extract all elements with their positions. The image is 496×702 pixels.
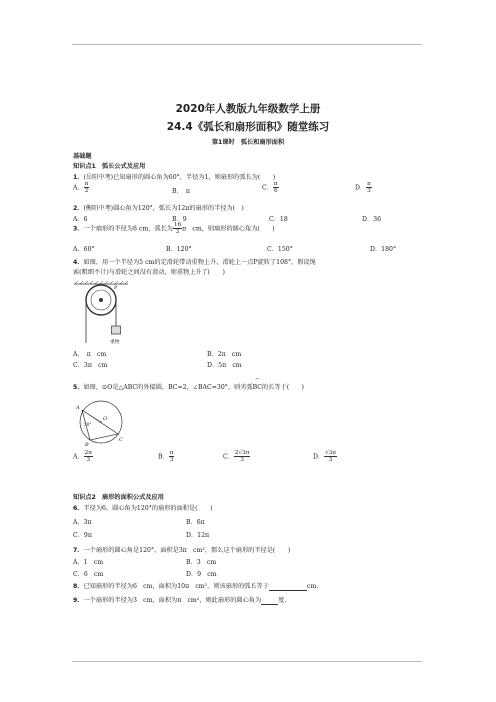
option-a: A． $\frac{\pi}{2}$ — [73, 181, 89, 195]
pulley-figure — [72, 281, 134, 347]
option-d: D． $\frac{√3\pi}{3}$ — [313, 450, 336, 464]
question-text: 一个扇形的圆心角是120°，面积是3π cm²，那么这个扇形的半径是( ) — [83, 547, 291, 554]
option-a: A．1 cm — [73, 559, 104, 566]
label-p: P — [114, 285, 118, 291]
question-9: 9．一个扇形的半径为3 cm，面积为π cm²，则此扇形的圆心角为 度. — [73, 597, 287, 604]
label-c: C — [119, 437, 123, 443]
fraction: $\frac{\pi}{3}$ — [169, 450, 174, 464]
question-number: 8． — [73, 583, 84, 590]
option-b: B． $\frac{\pi}{3}$ — [158, 450, 174, 464]
question-text: (衡阳中考)圆心角为120°，弧长为12π的扇形的半径为( ) — [83, 205, 244, 212]
option-d: D． $\frac{\pi}{3}$ — [355, 181, 371, 195]
arc-bc: ⌒ BC — [253, 384, 262, 391]
fraction: $\frac{√3\pi}{3}$ — [325, 450, 336, 464]
option-d: D．36 — [362, 216, 382, 223]
ceiling-hatch — [75, 281, 128, 284]
question-8: 8．已知扇形的半径为6 cm，面积为10π cm²，则该扇形的弧长等于 cm. — [73, 583, 319, 590]
answer-blank[interactable] — [261, 597, 278, 605]
answer-blank[interactable] — [269, 583, 307, 591]
question-number: 3． — [73, 225, 84, 233]
question-1 — [73, 172, 275, 181]
fraction: $\frac{16}{3}$ — [174, 222, 182, 236]
label-angle: 30° — [84, 422, 92, 427]
question-4-line-2: 索(粗细不计)与滑轮之间没有滑动，则重物上升了( ) — [73, 269, 225, 276]
bottom-rule — [72, 661, 422, 662]
question-text: 一个扇形的半径为3 cm，面积为π cm²，则此扇形的圆心角为 — [83, 597, 262, 604]
option-b: B． π — [172, 188, 190, 195]
option-a: A． $\frac{2\pi}{3}$ — [73, 450, 92, 464]
question-number: 1． — [73, 174, 84, 181]
pulley-axle — [99, 298, 103, 302]
page-subtitle: 24.4《弧长和扇形面积》随堂练习 — [166, 121, 330, 133]
question-number: 7． — [73, 547, 84, 554]
circumcircle-figure — [70, 396, 130, 448]
page-title: 2020年人教版九年级数学上册 — [175, 103, 321, 115]
question-number: 4． — [73, 259, 84, 266]
section-knowledge-point-1: 知识点1 弧长公式及应用 — [73, 163, 146, 170]
option-b: B．2π cm — [207, 351, 242, 358]
option-a: A．3π — [73, 519, 92, 526]
label-weight: 重物 — [110, 340, 120, 345]
question-text: 如图，用一个半径为5 cm的定滑轮带动重物上升，滑轮上一点P旋转了108°，假设绳 — [83, 259, 316, 266]
question-text: 已知扇形的半径为6 cm，面积为10π cm²，则该扇形的弧长等于 — [83, 583, 270, 590]
option-c: C． $\frac{2√3\pi}{3}$ — [223, 450, 250, 464]
question-text: 一个扇形的半径为8 cm，弧长为 — [83, 225, 173, 233]
option-c: C．6 cm — [73, 571, 104, 578]
option-c: C．18 — [269, 216, 288, 223]
section-basic: 基础题 — [73, 153, 92, 160]
fraction: $\frac{\pi}{6}$ — [273, 181, 278, 195]
option-a: A． π cm — [73, 351, 107, 358]
question-number: 6． — [73, 505, 84, 512]
fraction: $\frac{2√3\pi}{3}$ — [234, 450, 250, 464]
weight-block — [112, 326, 121, 334]
option-d: D．180° — [370, 246, 397, 253]
option-c: C．3π cm — [73, 362, 108, 369]
option-a: A．6 — [73, 216, 88, 223]
question-number: 5． — [73, 384, 84, 391]
question-text: (岳阳中考)已知扇形的圆心角为60°，半径为1，则扇形的弧长为( ) — [83, 174, 276, 181]
question-7 — [73, 545, 290, 554]
question-6 — [73, 503, 212, 512]
label-a: A — [76, 405, 80, 411]
question-text: 半径为6，圆心角为120°的扇形的面积是( ) — [83, 505, 213, 512]
question-2 — [73, 203, 244, 212]
option-a: A．60° — [73, 246, 95, 253]
question-4 — [73, 257, 316, 266]
fraction: $\frac{2\pi}{3}$ — [84, 450, 92, 464]
question-number: 9． — [73, 597, 84, 604]
question-text: 如图，⊙O是△ABC的外接圆，BC=2，∠BAC=30°，则劣弧 — [83, 384, 253, 391]
fraction: $\frac{\pi}{2}$ — [84, 181, 89, 195]
option-d: D．5π cm — [207, 362, 242, 369]
top-rule — [72, 44, 422, 45]
section-knowledge-point-2: 知识点2 扇形的面积公式及应用 — [73, 494, 164, 501]
option-d: D．12π — [186, 532, 210, 539]
label-b: B — [85, 442, 89, 448]
option-c: C．9π — [73, 532, 92, 539]
option-d: D．9 cm — [186, 571, 217, 578]
option-b: B．9 — [172, 216, 187, 223]
option-b: B．6π — [186, 519, 205, 526]
option-c: C．150° — [267, 246, 293, 253]
option-b: B．120° — [166, 246, 192, 253]
lesson-title: 第1课时 弧长和扇形面积 — [211, 139, 285, 146]
center-point — [100, 421, 102, 423]
question-number: 2． — [73, 205, 84, 212]
fraction: $\frac{\pi}{3}$ — [367, 181, 371, 195]
question-3: 3．一个扇形的半径为8 cm，弧长为 $\frac{16}{3}$ π cm，则扇形的圆心角为( ) — [73, 222, 275, 236]
option-b: B．3 cm — [186, 559, 217, 566]
label-o: O — [103, 416, 108, 422]
option-c: C． $\frac{\pi}{6}$ — [262, 181, 278, 195]
question-5: 5．如图，⊙O是△ABC的外接圆，BC=2，∠BAC=30°，则劣弧⌒ BC的长等于( ) — [73, 382, 304, 391]
